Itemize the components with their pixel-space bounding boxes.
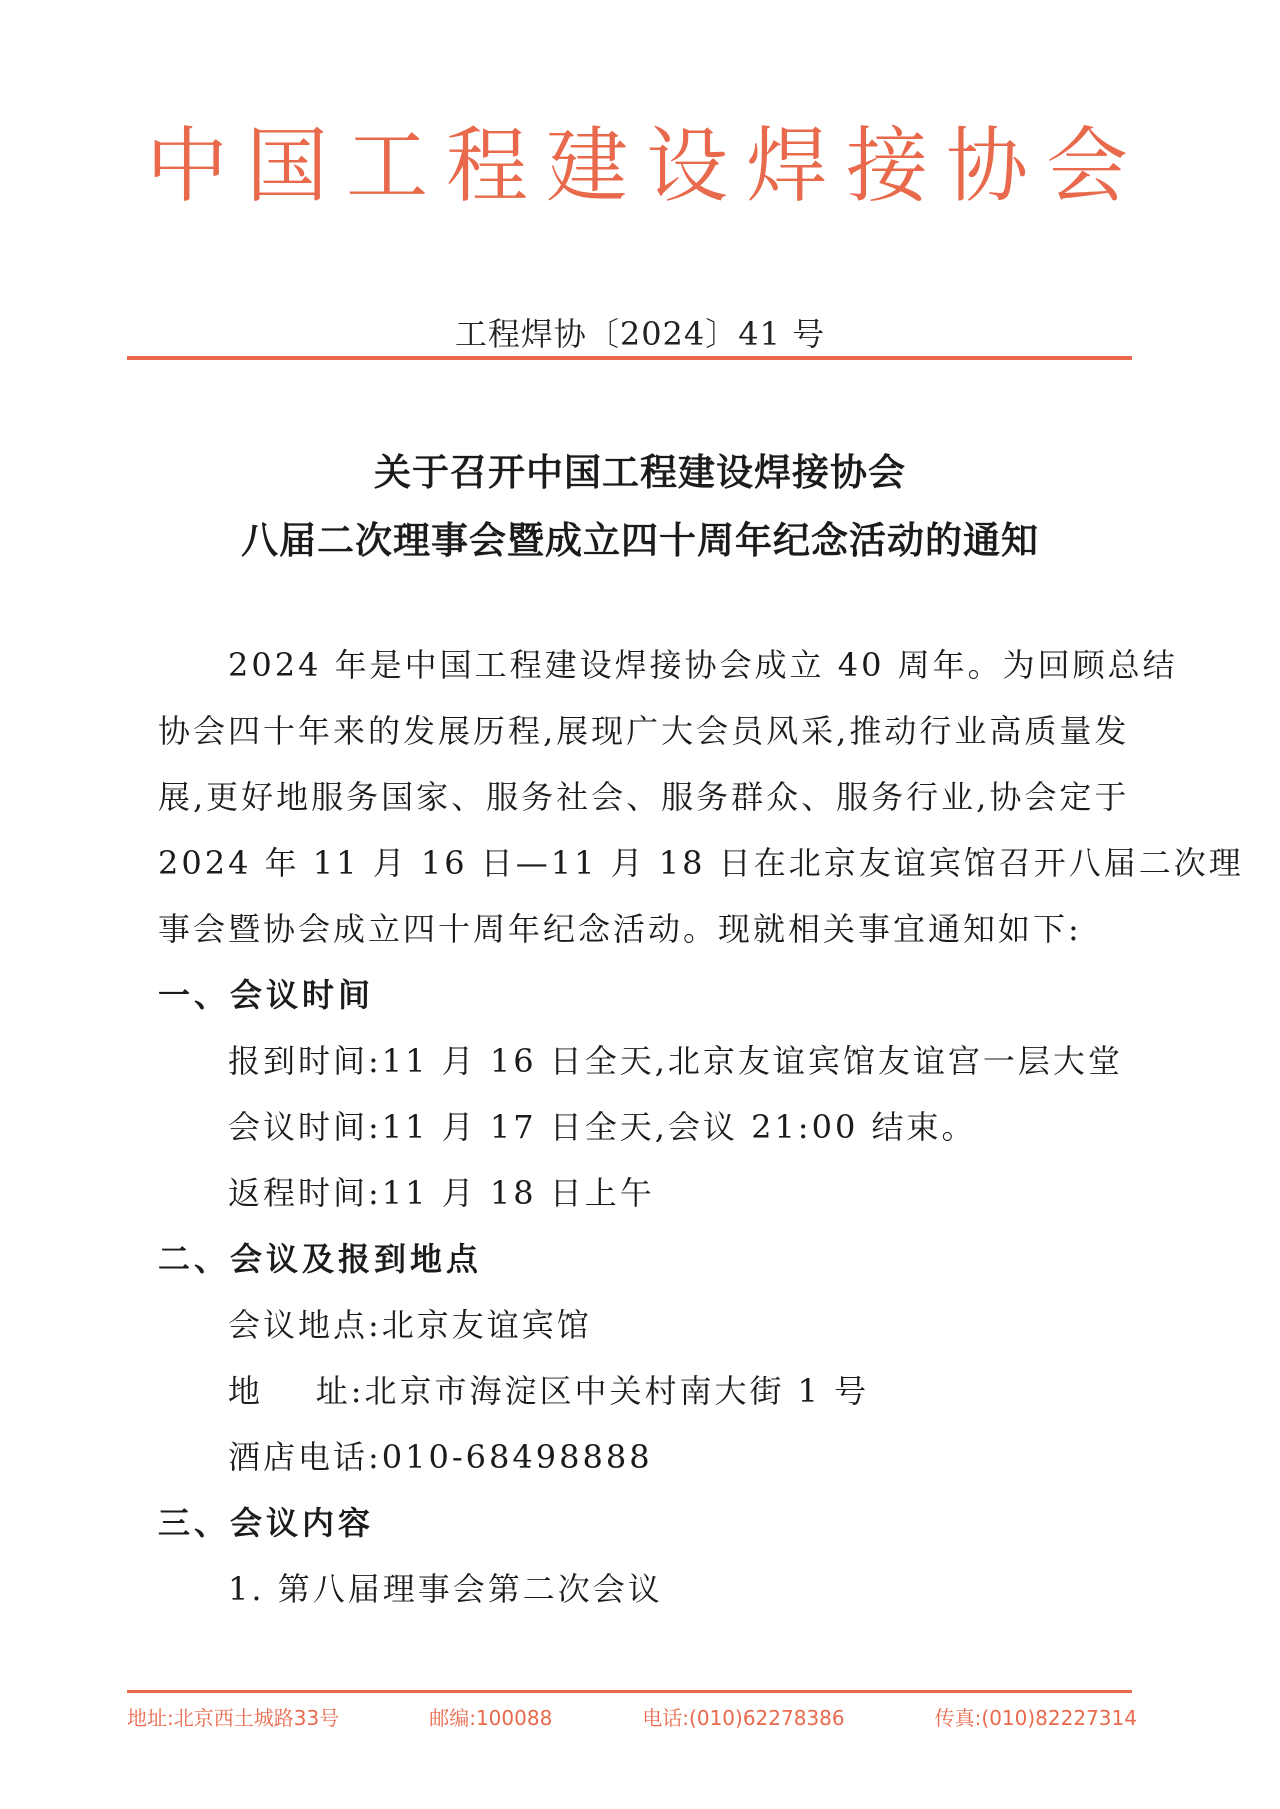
intro-line-1: 2024 年是中国工程建设焊接协会成立 40 周年。为回顾总结 <box>228 646 1178 684</box>
meeting-time: 会议时间:11 月 17 日全天,会议 21:00 结束。 <box>228 1108 977 1146</box>
content-item-1: 1. 第八届理事会第二次会议 <box>228 1570 663 1608</box>
return-time: 返程时间:11 月 18 日上午 <box>228 1174 655 1212</box>
footer-divider <box>127 1690 1132 1693</box>
meeting-venue: 会议地点:北京友谊宾馆 <box>228 1306 592 1344</box>
intro-line-5: 事会暨协会成立四十周年纪念活动。现就相关事宜通知如下: <box>158 910 1082 948</box>
footer-fax: 传真:(010)82227314 <box>934 1706 1137 1730</box>
checkin-time: 报到时间:11 月 16 日全天,北京友谊宾馆友谊宫一层大堂 <box>228 1042 1123 1080</box>
section-heading-time: 一、会议时间 <box>158 976 375 1014</box>
notice-title-line-1: 关于召开中国工程建设焊接协会 <box>374 451 906 494</box>
footer-postcode: 邮编:100088 <box>429 1706 553 1730</box>
footer-contact <box>127 1702 1137 1731</box>
hotel-phone: 酒店电话:010-68498888 <box>228 1438 653 1476</box>
footer-address: 地址:北京西土城路33号 <box>127 1706 340 1730</box>
document-number: 工程焊协〔2024〕41 号 <box>454 315 826 353</box>
header-divider <box>127 356 1132 360</box>
footer-phone: 电话:(010)62278386 <box>642 1706 845 1730</box>
notice-title-line-2: 八届二次理事会暨成立四十周年纪念活动的通知 <box>241 519 1039 562</box>
intro-line-4: 2024 年 11 月 16 日—11 月 18 日在北京友谊宾馆召开八届二次理 <box>158 844 1244 882</box>
section-heading-content: 三、会议内容 <box>158 1504 375 1542</box>
section-heading-location: 二、会议及报到地点 <box>158 1240 483 1278</box>
intro-line-3: 展,更好地服务国家、服务社会、服务群众、服务行业,协会定于 <box>158 778 1130 816</box>
org-name-header: 中国工程建设焊接协会 <box>145 119 1146 214</box>
venue-address: 地 址:北京市海淀区中关村南大街 1 号 <box>228 1372 870 1410</box>
intro-line-2: 协会四十年来的发展历程,展现广大会员风采,推动行业高质量发 <box>158 712 1130 750</box>
